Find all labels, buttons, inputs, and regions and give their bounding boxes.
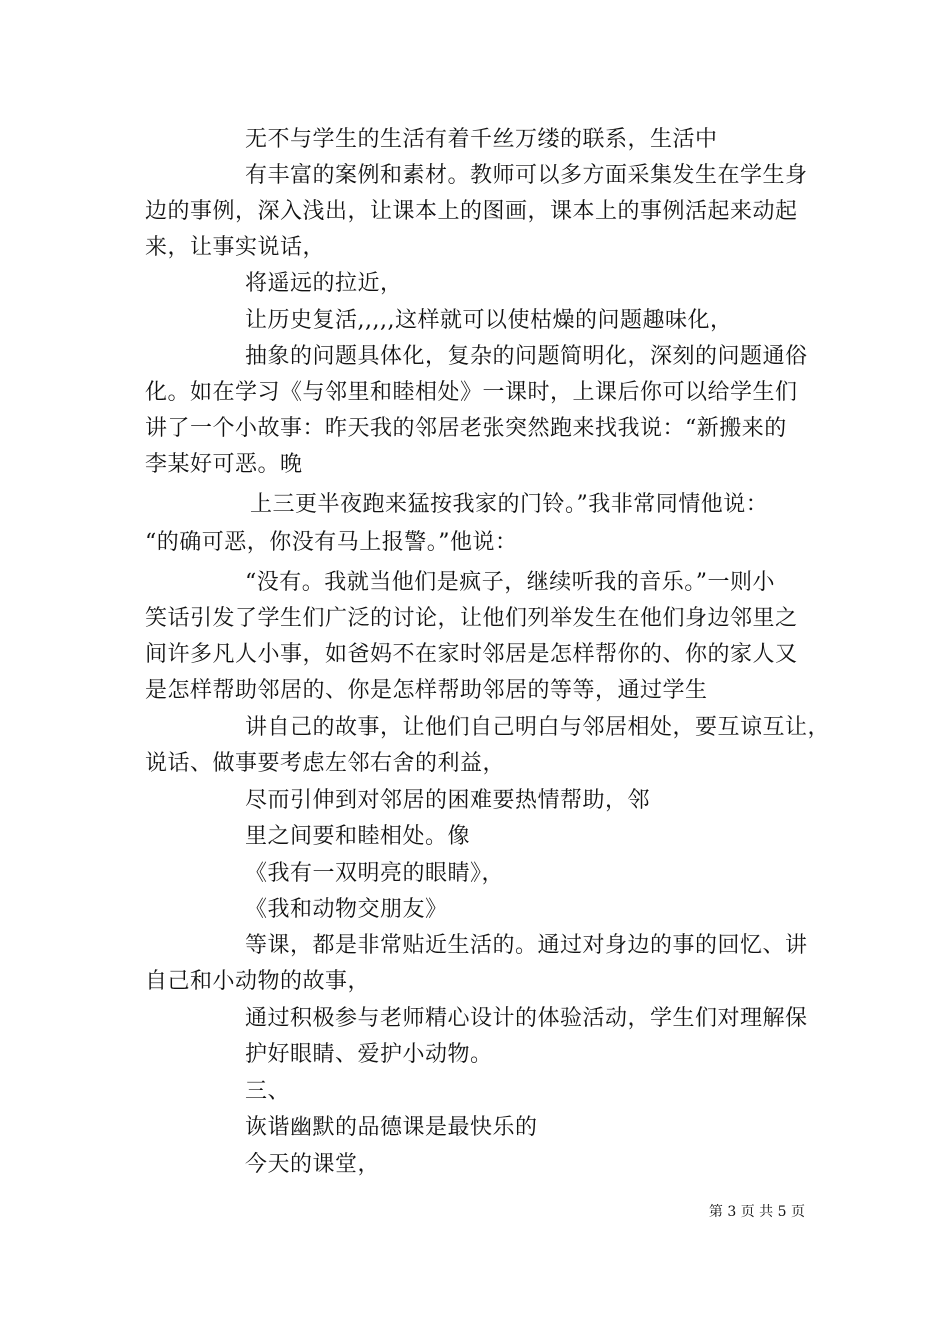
page-number: 第 3 页 共 5 页 [708, 1204, 805, 1220]
text-line: 尽而引伸到对邻居的困难要热情帮助，邻 [245, 788, 651, 813]
text-line: 三、 [245, 1079, 291, 1104]
text-line: 讲自己的故事，让他们自己明白与邻居相处，要互谅互让， [245, 715, 831, 740]
text-line: “没有。我就当他们是疯子，继续听我的音乐。”一则小 [245, 570, 775, 595]
text-line: 今天的课堂， [245, 1152, 381, 1177]
text-line: 里之间要和睦相处。像 [245, 824, 471, 849]
text-line: 《我和动物交朋友》 [245, 897, 448, 922]
text-line: 有丰富的案例和素材。教师可以多方面采集发生在学生身 [245, 163, 808, 188]
text-line: 自己和小动物的故事， [145, 969, 371, 994]
text-line: 来，让事实说话， [145, 235, 326, 260]
text-line: 上三更半夜跑来猛按我家的门铃。”我非常同情他说： [250, 492, 769, 517]
text-line: 间许多凡人小事，如爸妈不在家时邻居是怎样帮你的、你的家人又 [145, 642, 798, 667]
text-line: 抽象的问题具体化，复杂的问题简明化，深刻的问题通俗 [245, 344, 808, 369]
text-line: 边的事例，深入浅出，让课本上的图画，课本上的事例活起来动起 [145, 199, 798, 224]
text-line: 笑话引发了学生们广泛的讨论，让他们列举发生在他们身边邻里之 [145, 606, 798, 631]
text-line: 无不与学生的生活有着千丝万缕的联系，生活中 [245, 127, 718, 152]
text-line: 通过积极参与老师精心设计的体验活动，学生们对理解保 [245, 1006, 808, 1031]
text-line: 等课，都是非常贴近生活的。通过对身边的事的回忆、讲 [245, 933, 808, 958]
text-line: 将遥远的拉近， [245, 271, 403, 296]
text-line: 《我有一双明亮的眼睛》， [245, 861, 505, 886]
text-line: 诙谐幽默的品德课是最快乐的 [245, 1115, 538, 1140]
text-line: 李某好可恶。晚 [145, 452, 303, 477]
text-line: 让历史复活,,,,,这样就可以使枯燥的问题趣味化， [245, 308, 733, 333]
text-line: 化。如在学习《与邻里和睦相处》一课时，上课后你可以给学生们 [145, 380, 798, 405]
text-line: “的确可恶，你没有马上报警。”他说： [145, 530, 518, 555]
text-line: 是怎样帮助邻居的、你是怎样帮助邻居的等等，通过学生 [145, 678, 708, 703]
text-line: 说话、做事要考虑左邻右舍的利益， [145, 751, 506, 776]
text-line: 讲了一个小故事：昨天我的邻居老张突然跑来找我说：“新搬来的 [145, 416, 787, 441]
text-line: 护好眼睛、爱护小动物。 [245, 1042, 493, 1067]
